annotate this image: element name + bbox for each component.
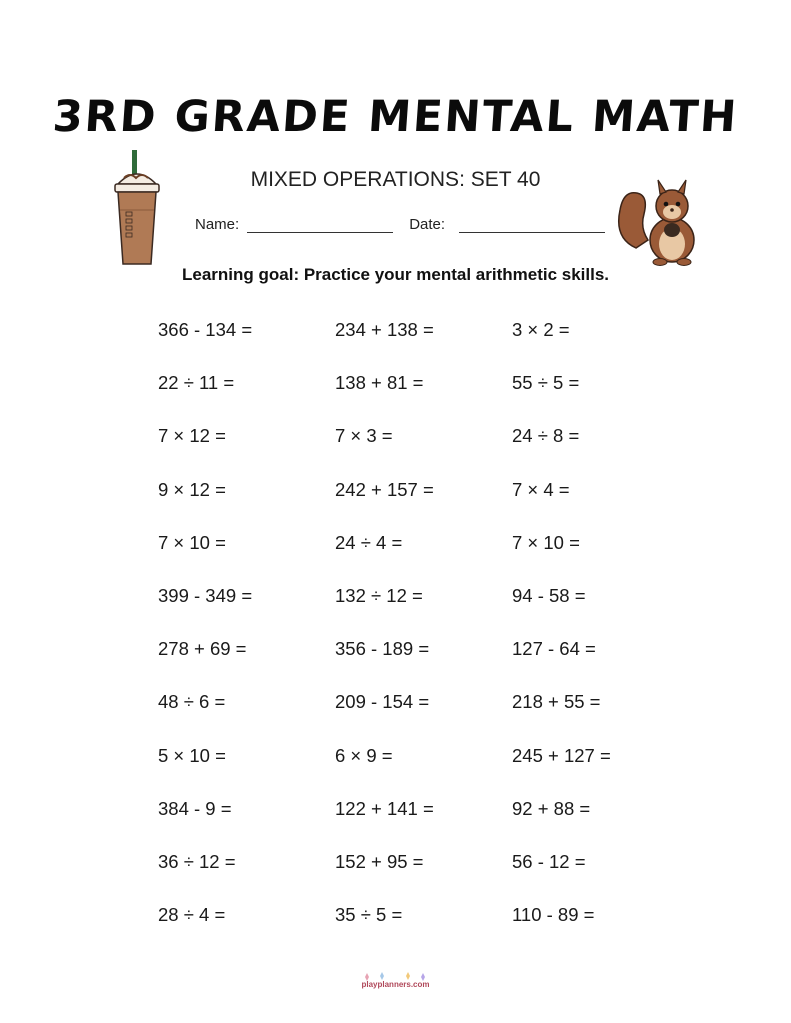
problem: 24 ÷ 4 =: [335, 531, 403, 553]
problem-grid: [158, 318, 689, 956]
problem: 55 ÷ 5 =: [512, 372, 580, 394]
problem: 399 - 349 =: [158, 584, 253, 606]
page-title: 3RD GRADE MENTAL MATH: [51, 92, 740, 142]
problem: 209 - 154 =: [335, 691, 430, 713]
name-label: Name:: [195, 216, 240, 233]
problem: 138 + 81 =: [335, 372, 424, 394]
problem: 234 + 138 =: [335, 319, 434, 340]
problem: 5 × 10 =: [158, 744, 226, 766]
name-date-row: [195, 216, 605, 233]
worksheet-subtitle: MIXED OPERATIONS: SET 40: [250, 168, 541, 191]
problem: 278 + 69 =: [158, 638, 247, 660]
problem: 9 × 12 =: [158, 478, 226, 500]
problem: 35 ÷ 5 =: [335, 904, 403, 926]
problem: 7 × 10 =: [512, 531, 580, 553]
problem: 152 + 95 =: [335, 850, 424, 872]
problem: 122 + 141 =: [335, 797, 434, 819]
problem: 94 - 58 =: [512, 584, 586, 606]
problem: 218 + 55 =: [512, 691, 601, 713]
problem: 22 ÷ 11 =: [158, 372, 235, 394]
problem: 366 - 134 =: [158, 319, 253, 340]
problem: 356 - 189 =: [335, 638, 430, 660]
name-blank[interactable]: [247, 216, 393, 233]
problem: 7 × 12 =: [158, 425, 226, 447]
problem: 7 × 10 =: [158, 531, 226, 553]
footer-brand[interactable]: playplanners.com: [361, 980, 430, 989]
learning-goal: Learning goal: Practice your mental arithmetic skills.: [181, 265, 610, 284]
problem: 56 - 12 =: [512, 850, 586, 872]
problem: 3 × 2 =: [512, 319, 570, 340]
problem: 245 + 127 =: [512, 744, 611, 766]
problem: 7 × 4 =: [512, 478, 570, 500]
problem: 242 + 157 =: [335, 478, 434, 500]
problem: 110 - 89 =: [512, 904, 595, 926]
problem: 132 ÷ 12 =: [335, 584, 423, 606]
date-label: Date:: [409, 216, 446, 233]
problem: 6 × 9 =: [335, 744, 393, 766]
problem: 36 ÷ 12 =: [158, 850, 236, 872]
date-blank[interactable]: [459, 216, 605, 233]
problem: 7 × 3 =: [335, 425, 393, 447]
problem: 24 ÷ 8 =: [512, 425, 580, 447]
problem: 28 ÷ 4 =: [158, 904, 226, 926]
problem: 92 + 88 =: [512, 797, 591, 819]
problem: 48 ÷ 6 =: [158, 691, 226, 713]
problem: 127 - 64 =: [512, 638, 596, 660]
problem: 384 - 9 =: [158, 797, 232, 819]
